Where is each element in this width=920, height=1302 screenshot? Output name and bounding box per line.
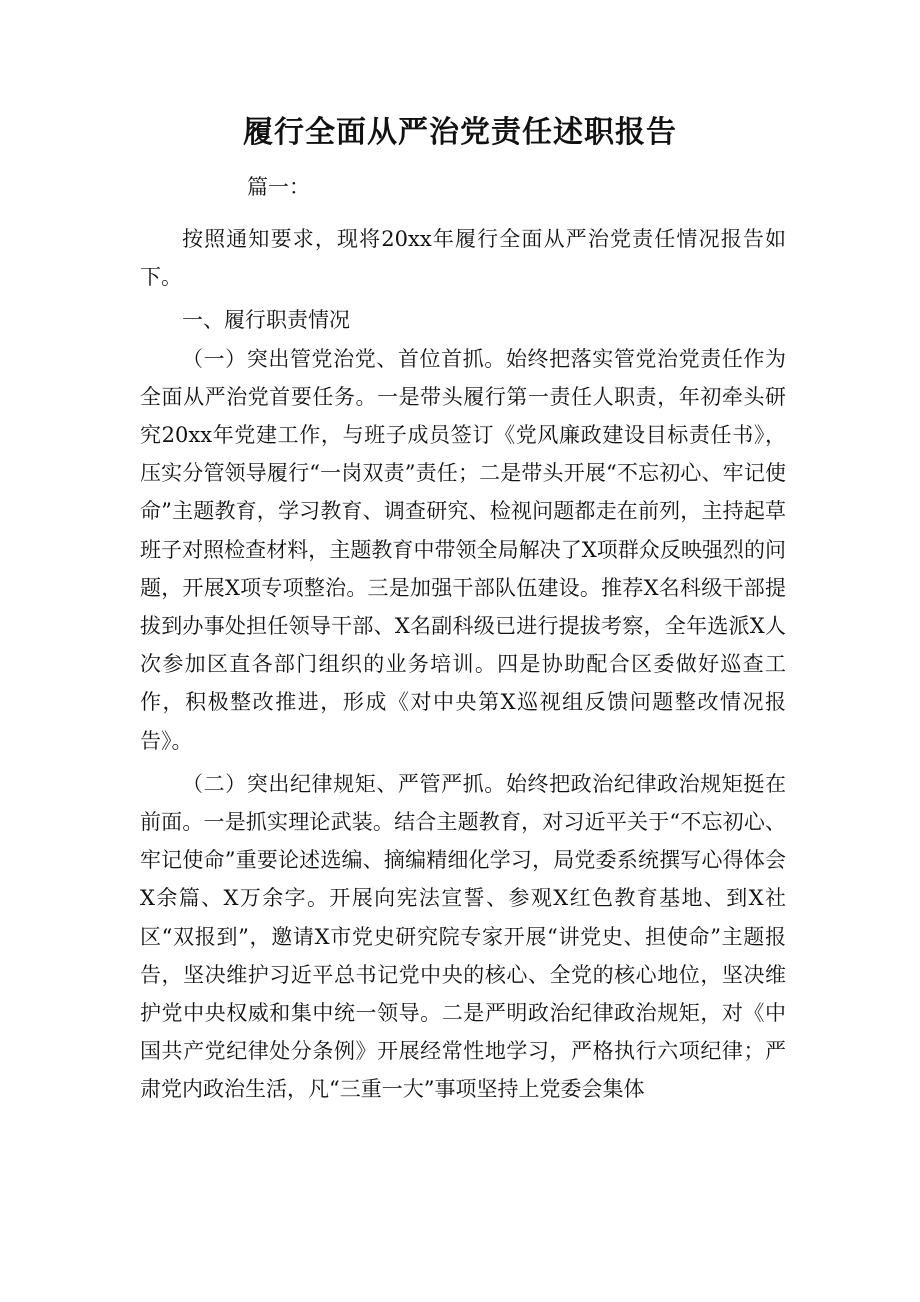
document-title: 履行全面从严治党责任述职报告	[243, 115, 677, 150]
paragraph-item-2: （二）突出纪律规矩、严管严抓。始终把政治纪律政治规矩挺在前面。一是抓实理论武装。结合主题教育，对习近平关于“不忘初心、牢记使命”重要论述选编、摘编精细化学习，局党委系统撰写心得体会X余篇、X万余字。开展向宪法宣誓、参观X红色教育基地、到X社区“双报到”，邀请X市党史研究院专家开展“讲党史、担使命”主题报告，坚决维护习近平总书记党中央的核心、全党的核心地位，坚决维护党中央权威和集中统一领导。二是严明政治纪律政治规矩，对《中国共产党纪律处分条例》开展经常性地学习，严格执行六项纪律；严肃党内政治生活，凡“三重一大”事项坚持上党委会集体	[140, 771, 786, 1102]
document-body	[140, 220, 786, 1109]
paragraph-intro: 按照通知要求，现将20xx年履行全面从严治党责任情况报告如下。	[140, 227, 786, 290]
paragraph-item-1: （一）突出管党治党、首位首抓。始终把落实管党治党责任作为全面从严治党首要任务。一是带头履行第一责任人职责，年初牵头研究20xx年党建工作，与班子成员签订《党风廉政建设目标责任书》，压实分管领导履行“一岗双责”责任；二是带头开展“不忘初心、牢记使命”主题教育，学习教育、调查研究、检视问题都走在前列，主持起草班子对照检查材料，主题教育中带领全局解决了X项群众反映强烈的问题，开展X项专项整治。三是加强干部队伍建设。推荐X名科级干部提拔到办事处担任领导干部、X名副科级已进行提拔考察，全年选派X人次参加区直各部门组织的业务培训。四是协助配合区委做好巡查工作，积极整改推进，形成《对中央第X巡视组反馈问题整改情况报告》。	[140, 346, 786, 753]
section-label: 篇一：	[247, 175, 310, 199]
heading-duties: 一、履行职责情况	[182, 308, 350, 333]
